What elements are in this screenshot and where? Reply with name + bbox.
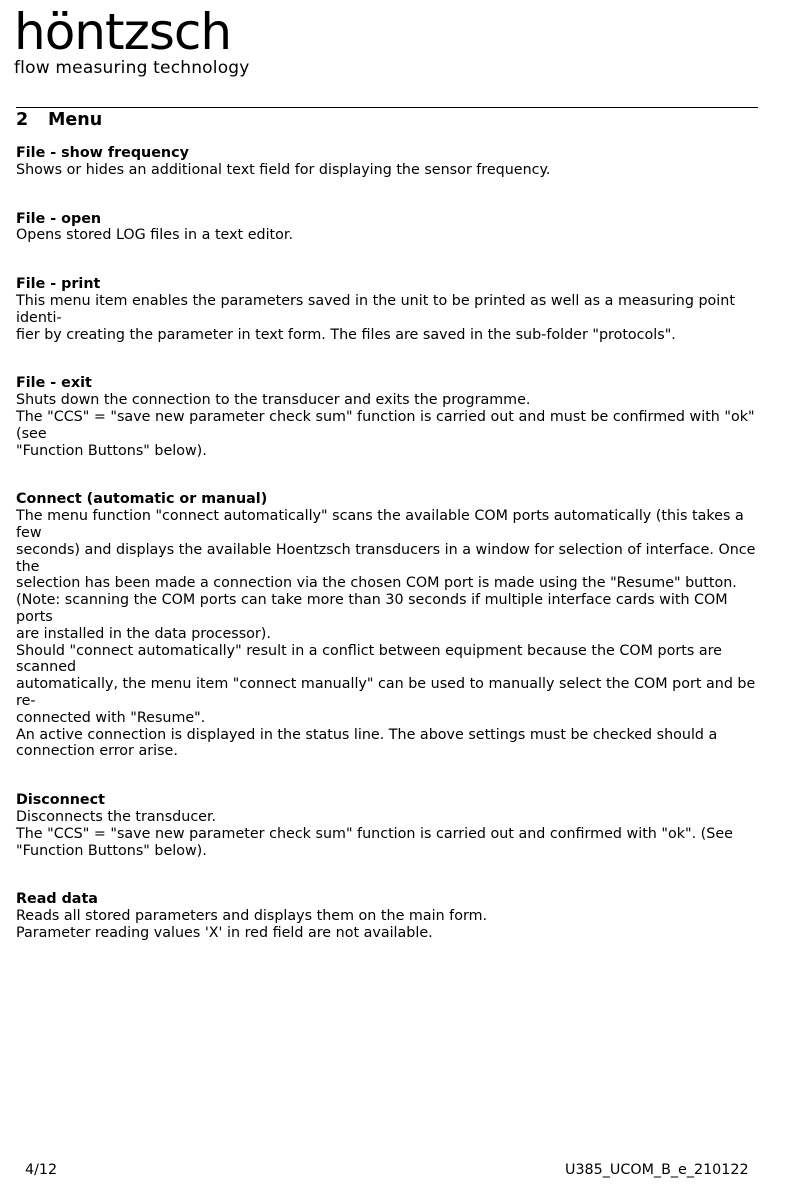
item-body [16,227,764,244]
menu-item-connect [16,491,764,760]
item-line: This menu item enables the parameters saved in the unit to be printed as well as a measuring point identi- [16,292,735,326]
item-body [16,162,764,179]
item-line: "Function Buttons" below). [16,842,207,859]
item-line: are installed in the data processor). [16,625,271,642]
item-body [16,392,764,459]
section-heading [16,109,764,131]
item-line: An active connection is displayed in the status line. The above settings must be checked should a [16,726,718,743]
menu-item-exit [16,375,764,459]
menu-item-open [16,211,764,245]
menu-item-print [16,276,764,343]
item-line: connection error arise. [16,743,178,760]
item-body [16,293,764,343]
item-line: "Function Buttons" below). [16,442,207,459]
item-title: Read data [16,891,98,908]
item-title: Connect (automatic or manual) [16,491,268,508]
menu-item-show-frequency [16,145,764,179]
item-line: The "CCS" = "save new parameter check sum" function is carried out and confirmed with "ok". (See [16,825,733,842]
item-title: Disconnect [16,792,105,809]
logo-wordmark: höntzsch [14,3,232,61]
item-title: File - show frequency [16,145,189,161]
item-line: seconds) and displays the available Hoentzsch transducers in a window for selection of interface. Once the [16,541,756,575]
item-line: selection has been made a connection via the chosen COM port is made using the "Resume" button. [16,575,737,592]
item-line: The menu function "connect automatically" scans the available COM ports automatically (this takes a few [16,508,744,541]
item-line: Parameter reading values 'X' in red field are not available. [16,924,433,941]
item-title: File - print [16,276,101,293]
item-line: connected with "Resume". [16,709,206,726]
logo-tagline: flow measuring technology [14,58,250,78]
header-divider [16,107,758,108]
item-line: Opens stored LOG files in a text editor. [16,227,294,244]
item-line: automatically, the menu item "connect manually" can be used to manually select the COM port and be re- [16,676,756,709]
item-line: Should "connect automatically" result in a conflict between equipment because the COM ports are scanned [16,642,722,676]
item-title: File - exit [16,375,92,392]
section-title: Menu [48,110,103,130]
item-line: Shuts down the connection to the transducer and exits the programme. [16,392,531,409]
item-line: The "CCS" = "save new parameter check sum" function is carried out and must be confirmed with "ok" (see [16,408,755,442]
company-logo [14,4,250,78]
item-line: Shows or hides an additional text field for displaying the sensor frequency. [16,161,551,178]
menu-item-disconnect [16,792,764,859]
page-content [16,109,764,974]
item-line: Reads all stored parameters and displays them on the main form. [16,908,488,925]
item-body [16,508,764,760]
item-title: File - open [16,210,102,227]
page-number: 4/12 [25,1162,58,1178]
item-line: (Note: scanning the COM ports can take more than 30 seconds if multiple interface cards with COM ports [16,592,728,625]
item-body [16,908,764,942]
document-id: U385_UCOM_B_e_210122 [565,1162,749,1178]
item-line: fier by creating the parameter in text form. The files are saved in the sub-folder "protocols". [16,326,676,343]
section-number: 2 [16,110,29,130]
item-body [16,809,764,859]
menu-item-read-data [16,891,764,941]
item-line: Disconnects the transducer. [16,808,217,825]
